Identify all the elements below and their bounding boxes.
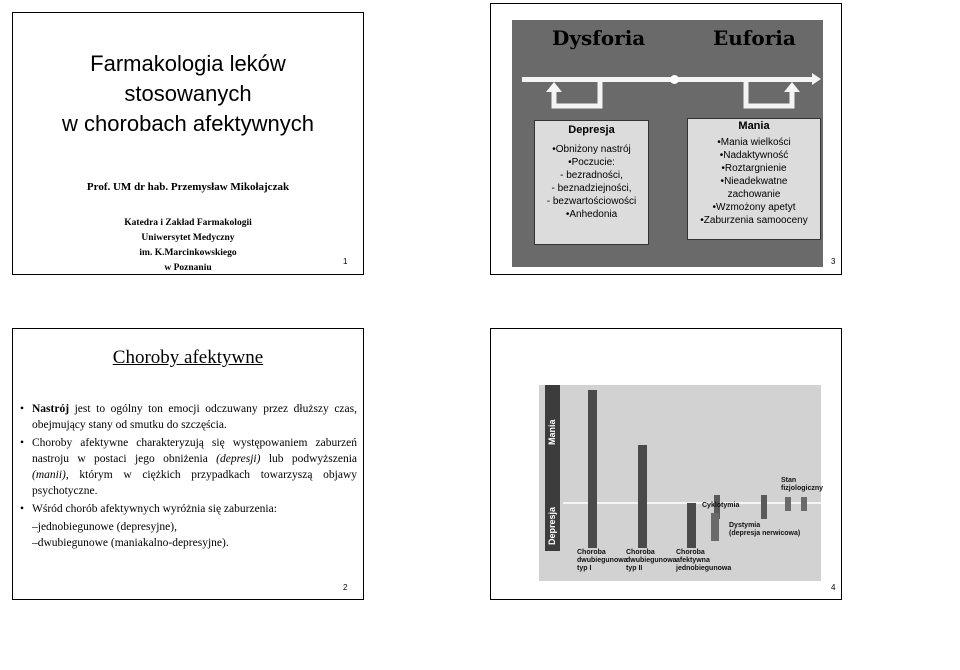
dysforia-header: Dysforia: [552, 26, 646, 50]
symptom-item: • Poczucie:: [535, 156, 648, 169]
term: Nastrój: [32, 403, 70, 415]
institution-line: Katedra i Zakład Farmakologii: [124, 218, 252, 228]
bullet-paragraph: • Wśród chorób afektywnych wyróżnia się zaburzenia:: [20, 501, 357, 517]
label-dystymia: [729, 522, 800, 538]
title-line: w chorobach afektywnych: [62, 111, 314, 136]
slide-title: Choroby afektywne: [112, 347, 264, 368]
label-line: jednobiegunowa: [676, 565, 732, 572]
bullet-paragraph: [20, 401, 357, 433]
institution: [13, 216, 363, 276]
bar-bipolar-2: [638, 445, 647, 548]
slide-2: [12, 328, 364, 600]
bar-cyclothymia: [761, 495, 767, 519]
paragraph-text: jest to ogólny ton emocji odczuwany przez dłuższy czas, obejmujący stany od smutku do szczęścia.: [32, 403, 357, 431]
up-arrow-icon: [540, 80, 610, 120]
slide-title: [13, 49, 363, 139]
category-bipolar-2: [626, 549, 677, 573]
mania-title: Mania: [738, 120, 770, 132]
mood-spectrum-panel: [512, 20, 823, 267]
page-number: 3: [831, 257, 836, 266]
slide-4: [490, 328, 842, 600]
paragraph-text: którym w ciężkich przypadkach towarzyszą objawy psychotyczne.: [32, 469, 357, 497]
bar-physiological: [801, 497, 807, 511]
symptom-item: • Anhedonia: [535, 208, 648, 221]
label-line: dwubiegunowa: [577, 557, 628, 564]
author: Prof. UM dr hab. Przemysław Mikołajczak: [86, 181, 290, 193]
institution-line: w Poznaniu: [164, 263, 212, 273]
category-bipolar-1: [577, 549, 628, 573]
paragraph-term: (depresji): [216, 453, 261, 465]
label-line: Dystymia: [729, 522, 761, 529]
axis-label-mania: Mania: [547, 419, 557, 445]
symptom-item: • Zaburzenia samooceny: [688, 214, 820, 227]
bar-physiological: [785, 497, 791, 511]
depresja-box: [534, 120, 649, 245]
bar-unipolar: [687, 503, 696, 548]
page-number: 4: [831, 583, 836, 592]
label-line: Choroba: [577, 549, 606, 556]
paragraph-term: (manii),: [32, 469, 69, 481]
institution-line: Uniwersytet Medyczny: [141, 233, 235, 243]
title-line: Farmakologia leków: [90, 51, 286, 76]
label-stan-fizjologiczny: [781, 477, 823, 493]
mania-box: [687, 118, 821, 240]
axis-label-depresja: Depresja: [547, 506, 557, 545]
depresja-title: Depresja: [568, 124, 615, 136]
neutral-point: [670, 75, 679, 84]
symptom-item: - beznadziejności,: [551, 183, 632, 194]
label-line: Choroba: [676, 549, 705, 556]
euforia-header: Euforia: [713, 26, 796, 50]
category-unipolar: [676, 549, 731, 573]
symptom-item: • Mania wielkości: [688, 136, 820, 149]
label-line: typ II: [626, 565, 643, 572]
page-number: 1: [343, 257, 348, 266]
symptom-item: • Obniżony nastrój: [535, 143, 648, 156]
sub-item: –dwubiegunowe (maniakalno-depresyjne).: [32, 537, 229, 549]
bullet-paragraph: [20, 435, 357, 499]
paragraph-text: lub podwyższenia: [260, 453, 357, 465]
paragraph-text: Choroby afektywne charakteryzują się występowaniem zaburzeń nastroju w postaci jego obniżenia: [32, 437, 357, 465]
slide-body: [20, 401, 357, 551]
label-line: fizjologiczny: [781, 485, 823, 492]
sub-item: –jednobiegunowe (depresyjne),: [32, 521, 177, 533]
label-cyklotymia: Cyklotymia: [702, 502, 740, 509]
bar-dysthymia: [711, 513, 719, 541]
bar-bipolar-1: [588, 390, 597, 548]
symptom-item: zachowanie: [727, 189, 781, 200]
label-line: Stan: [781, 477, 797, 484]
symptom-item: - bezradności,: [560, 170, 623, 181]
up-arrow-icon: [738, 80, 808, 120]
title-line: stosowanych: [124, 81, 252, 106]
label-line: Choroba: [626, 549, 655, 556]
institution-line: im. K.Marcinkowskiego: [139, 248, 237, 258]
slide-3: [490, 3, 842, 275]
symptom-item: • Nadaktywność: [688, 149, 820, 162]
mood-course-diagram: [539, 385, 821, 581]
label-line: typ I: [577, 565, 592, 572]
symptom-item: • Wzmożony apetyt: [688, 201, 820, 214]
slide-1: [12, 12, 364, 275]
symptom-item: • Nieadekwatne: [688, 175, 820, 188]
symptom-item: - bezwartościowości: [546, 196, 637, 207]
label-line: afektywna: [676, 557, 710, 564]
label-line: dwubiegunowa: [626, 557, 677, 564]
label-line: (depresja nerwicowa): [729, 530, 801, 537]
symptom-item: • Roztargnienie: [688, 162, 820, 175]
page-number: 2: [343, 583, 348, 592]
